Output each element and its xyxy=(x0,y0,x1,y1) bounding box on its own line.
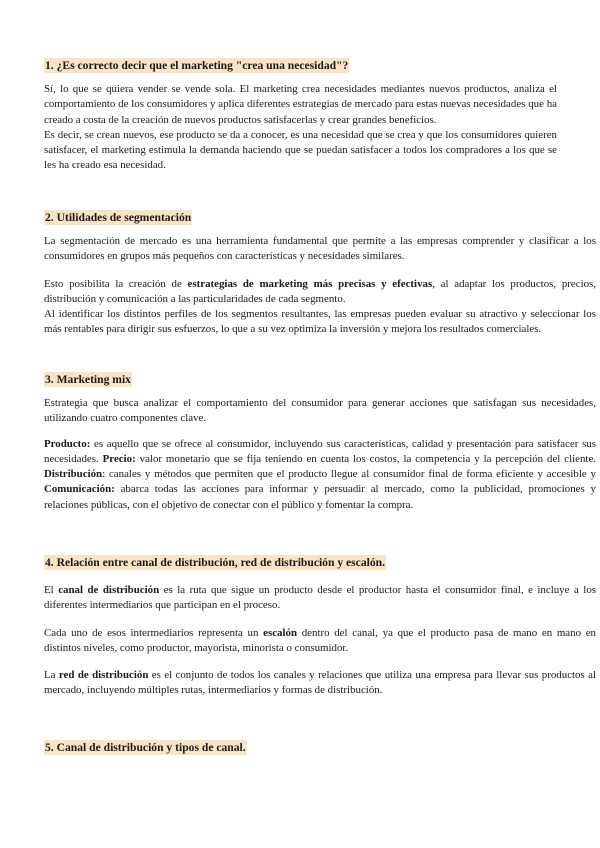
section-1-heading: 1. ¿Es correcto decir que el marketing "crea una necesidad"? xyxy=(45,59,349,72)
section-5-heading: 5. Canal de distribución y tipos de canal. xyxy=(45,741,246,754)
precio-label: Precio: xyxy=(102,452,136,465)
section-3-paragraph-1: Estrategia que busca analizar el comportamiento del consumidor para generar acciones que satisfagan sus necesidades, utilizando cuatro componentes clave. xyxy=(44,397,596,425)
section-5 xyxy=(44,738,557,756)
section-3 xyxy=(44,370,596,513)
section-3-marketing-mix-paragraph: Producto: es aquello que se ofrece al consumidor, incluyendo sus características, calidad y presentación para satisfacer sus necesidades. Precio: valor monetario que se fija teniendo en cuenta los costos, la competencia y la percepción del cliente. Distribución: canales y métodos que permiten que el producto llegue al consumidor final de forma eficiente y accesible y Comunicación: abarca todas las acciones para informar y persuadir al mercado, como la publicidad, promociones y relaciones públicas, con el objetivo de conectar con el público y fomentar la compra. xyxy=(44,437,597,511)
section-2-paragraph-1: La segmentación de mercado es una herramienta fundamental que permite a las empresas comprender y clasificar a los consumidores en grupos más pequeños con características y necesidades similares. xyxy=(44,235,596,263)
section-1 xyxy=(44,56,557,174)
section-2 xyxy=(44,208,596,338)
distribucion-label: Distribución xyxy=(44,468,103,481)
section-1-paragraph-1: Sí, lo que se quiera vender se vende sola. El marketing crea necesidades mediantes nuevos productos, analiza el comportamiento de los consumidores y aplica diferentes estrategias de mercado para estas nuevas necesidades que ha creado a costa de la creación de nuevos productos satisfacerlas y crear grandes beneficios. xyxy=(44,83,557,126)
section-3-heading: 3. Marketing mix xyxy=(45,373,131,386)
canal-de-distribucion-term: canal de distribución xyxy=(58,584,160,596)
section-4-paragraph-3: La red de distribución es el conjunto de todos los canales y relaciones que utiliza una empresa para llevar sus productos al mercado, incluyendo múltiples rutas, intermediarios y formas de distribución. xyxy=(44,669,596,697)
section-4-heading: 4. Relación entre canal de distribución, red de distribución y escalón. xyxy=(45,556,385,569)
red-de-distribucion-term: red de distribución xyxy=(58,669,149,682)
section-2-paragraph-3: Al identificar los distintos perfiles de los segmentos resultantes, las empresas pueden evaluar su atractivo y seleccionar los más rentables para dirigir sus esfuerzos, lo que a su vez optimiza la inversión y mejora los resultados comerciales. xyxy=(44,308,596,336)
producto-label: Producto: xyxy=(44,437,91,450)
section-2-paragraph-2: Esto posibilita la creación de estrategias de marketing más precisas y efectivas, al adaptar los productos, precios, distribución y comunicación a las particularidades de cada segmento. xyxy=(44,277,597,305)
section-2-heading: 2. Utilidades de segmentación xyxy=(45,211,192,224)
escalon-term: escalón xyxy=(263,626,298,639)
section-4 xyxy=(44,553,596,699)
section-2-emphasis: estrategias de marketing más precisas y efectivas xyxy=(187,277,433,290)
section-4-paragraph-2: Cada uno de esos intermediarios representa un escalón dentro del canal, ya que el producto pasa de mano en mano en distintos niveles, como productor, mayorista, minorista o consumidor. xyxy=(44,626,597,654)
comunicacion-label: Comunicación: xyxy=(44,483,115,496)
section-4-paragraph-1: El canal de distribución es la ruta que sigue un producto desde el productor hasta el consumidor final, e incluye a los diferentes intermediarios que participan en el proceso. xyxy=(44,584,596,612)
section-1-paragraph-2: Es decir, se crean nuevos, ese producto se da a conocer, es una necesidad que se crea y que los consumidores quieren satisfacer, el marketing estimula la demanda haciendo que se puedan satisfacer a todos los compradores a los que se les ha creado esa necesidad. xyxy=(44,128,557,172)
